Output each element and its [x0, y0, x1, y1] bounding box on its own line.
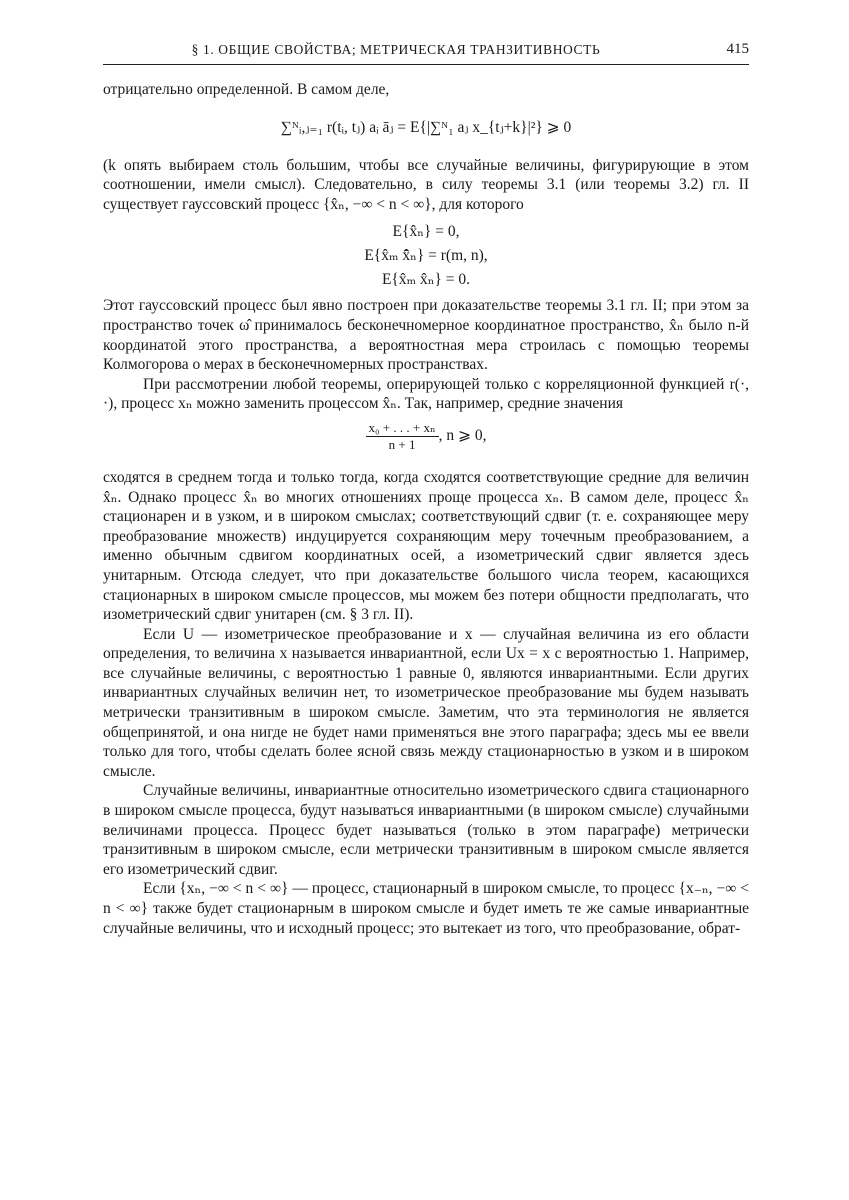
- fraction-denominator: n + 1: [388, 436, 416, 452]
- paragraph-6: Если U — изометрическое преобразование и x — случайная величина из его области определения, то величина x называется инвариантной, если Ux = x с вероятностью 1. Например, все случайные величины, с вероятностью 1 равные 0, являются инвариантными. Если других инвариантных случайных величин нет, то изометрическое преобразование мы будем называть метрически транзитивным в широком смысле. Заметим, что эта терминология не является общепринятой, и она нигде не будет нами применяться вне этого параграфа; здесь мы ее ввели только для того, чтобы сделать более ясной связь между стационарностью в узком и в широком смысле.: [103, 625, 749, 780]
- paragraph-7: Случайные величины, инвариантные относительно изометрического сдвига стационарного в широком смысле процесса, будут называться инвариантными (в широком смысле) случайными величинами процесса. Процесс будет называться (только в этом параграфе) метрически транзитивным в широком смысле, если метрически транзитивным в широком смысле является его изометрический сдвиг.: [103, 782, 749, 878]
- formula-gaussian-process: [103, 220, 749, 292]
- formula-mean-values: [103, 420, 749, 464]
- running-head: § 1. ОБЩИЕ СВОЙСТВА; МЕТРИЧЕСКАЯ ТРАНЗИТИВНОСТЬ: [191, 42, 601, 57]
- paragraph-2: (k опять выбираем столь большим, чтобы все случайные величины, фигурирующие в этом соотношении, имели смысл). Следовательно, в силу теоремы 3.1 (или теоремы 3.2) гл. II существует гауссовский процесс {x̂ₙ, −∞ < n < ∞}, для которого: [103, 156, 749, 213]
- paragraph-8: Если {xₙ, −∞ < n < ∞} — процесс, стационарный в широком смысле, то процесс {x₋ₙ, −∞ < n < ∞} также будет стационарным в широком смысле и будет иметь те же самые инвариантные случайные величины, что и исходный процесс; это вытекает из того, что преобразование, обрат-: [103, 880, 749, 937]
- formula-condition: , n ⩾ 0,: [438, 427, 487, 444]
- formula-line-pseudo-covariance: E{x̂ₘ x̂ₙ} = 0.: [381, 271, 471, 289]
- formula-line-mean: E{x̂ₙ} = 0,: [392, 223, 460, 241]
- fraction-numerator: x₀ + . . . + xₙ: [366, 420, 439, 437]
- paragraph-1: отрицательно определенной. В самом деле,: [103, 81, 390, 98]
- paragraph-3: Этот гауссовский процесс был явно построен при доказательстве теоремы 3.1 гл. II; при этом за пространство точек ω̂ принималось бесконечномерное координатное пространство, x̂ₙ было n-й координатой этого пространства, а вероятностная мера строилась с помощью теоремы Колмогорова о мерах в бесконечномерных пространствах.: [103, 297, 749, 374]
- fraction: [366, 420, 439, 453]
- formula-covariance-sum: ∑ᴺᵢ,ⱼ₌₁ r(tᵢ, tⱼ) aᵢ āⱼ = E{|∑ᴺ₁ aⱼ x_{tⱼ+k}|²} ⩾ 0: [280, 118, 572, 136]
- page-header: [103, 36, 749, 65]
- formula-line-covariance: E{x̂ₘ x̂̄ₙ} = r(m, n),: [364, 247, 488, 265]
- body-text: [103, 80, 749, 938]
- page-number: 415: [726, 41, 749, 57]
- paragraph-4: При рассмотрении любой теоремы, оперирующей только с корреляционной функцией r(·, ·), процесс xₙ можно заменить процессом x̂ₙ. Так, например, средние значения: [103, 375, 749, 413]
- paragraph-5: сходятся в среднем тогда и только тогда, когда сходятся соответствующие средние для величин x̂ₙ. Однако процесс x̂ₙ во многих отношениях проще процесса xₙ. В самом деле, процесс x̂ₙ стационарен и в узком, и в широком смыслах; соответствующий сдвиг (т. е. сохраняющее меру преобразование множеств) индуцируется сохраняющим меру точечным преобразованием, а именно обычным сдвигом координатных осей, а изометрический сдвиг является здесь унитарным. Отсюда следует, что при доказательстве большого числа теорем, касающихся стационарных в широком смысле процессов, мы можем без потери общности предполагать, что изометрический сдвиг унитарен (см. § 3 гл. II).: [103, 468, 749, 624]
